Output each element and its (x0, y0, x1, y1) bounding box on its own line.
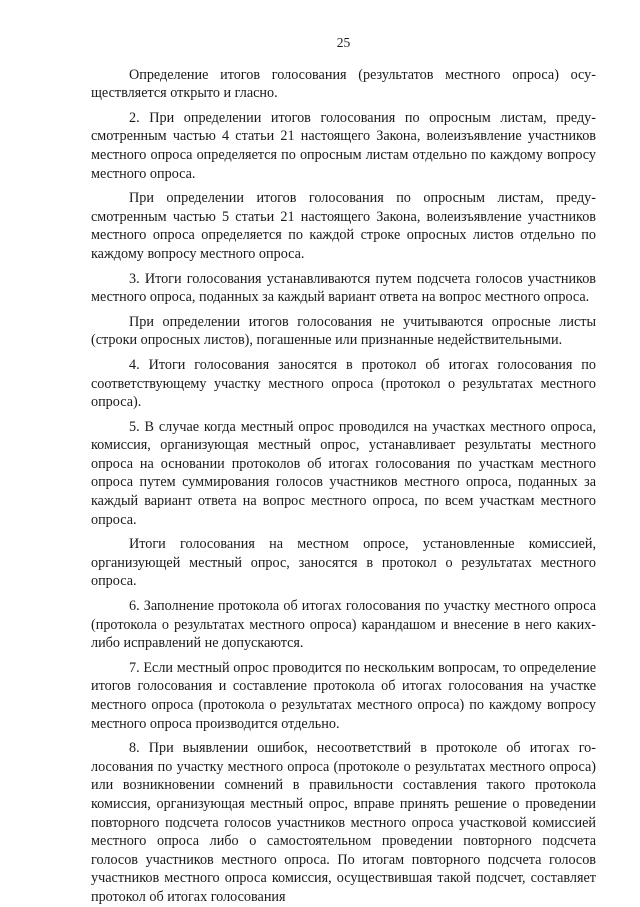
paragraph-item-2: 2. При определении итогов голосования по опросным листам, предусмотренным частью 4 статьи 21 настоящего Закона, волеизъявление участников местного опроса определяется по опросным листам отдельно по каждому вопросу местного опроса. (91, 109, 596, 182)
paragraph-item-8: 8. При выявлении ошибок, несоответствий в протоколе об итогах голосования по участку местного опроса (протоколе о результатах местного опроса) или возникновении сомнений в правильности составления такого протокола комиссия, организующая местный опрос, вправе принять решение о проведении повторного подсчета голосов участников местного опроса участковой комиссией местного опроса либо о самостоятельном проведении повторного подсчета голосов участников местного опроса. По итогам повторного подсчета голосов участников местного опроса комиссия, осуществившая такой подсчет, составляет протокол об итогах голосования (91, 740, 596, 905)
paragraph-item-5: 5. В случае когда местный опрос проводился на участках местного опроса, комиссия, организующая местный опрос, устанавливает результаты местного опроса на основании протоколов об итогах голосования по участкам местного опроса путем суммирования голосов участников местного опроса, поданных за каждый вариант ответа на вопрос местного опроса, по всем участкам местного опроса. (91, 418, 596, 528)
paragraph-item-3-invalid-sheets: При определении итогов голосования не учитываются опросные листы (строки опросных листов), погашенные или признанные недействительными. (91, 313, 596, 349)
paragraph-item-7: 7. Если местный опрос проводится по нескольким вопросам, то определение итогов голосования и составление протокола об итогах голосования на участке местного опроса (протокола о результатах местного опроса) по каждому вопросу местного опроса производится отдельно. (91, 659, 596, 732)
paragraph-item-6: 6. Заполнение протокола об итогах голосования по участку местного опроса (протокола о результатах местного опроса) карандашом и внесение в него каких-либо исправлений не допускаются. (91, 598, 596, 652)
page-number: 25 (336, 35, 351, 50)
paragraph-open-counting: Определение итогов голосования (результатов местного опроса) осуществляется открыто и гласно. (91, 66, 596, 102)
paragraph-item-2-part-5: При определении итогов голосования по опросным листам, предусмотренным частью 5 статьи 21 настоящего Закона, волеизъявление участников местного опроса определяется по каждой строке опросных листов отдельно по каждому вопросу местного опроса. (91, 190, 596, 262)
paragraph-item-4: 4. Итоги голосования заносятся в протокол об итогах голосования по соответствующему участку местного опроса (протокол о результатах местного опроса). (91, 356, 596, 411)
paragraph-item-3: 3. Итоги голосования устанавливаются путем подсчета голосов участников местного опроса, поданных за каждый вариант ответа на вопрос местного опроса. (91, 270, 596, 306)
paragraph-item-5-results-protocol: Итоги голосования на местном опросе, установленные комиссией, организующей местный опрос, заносятся в протокол о результатах местного опроса. (91, 536, 596, 590)
